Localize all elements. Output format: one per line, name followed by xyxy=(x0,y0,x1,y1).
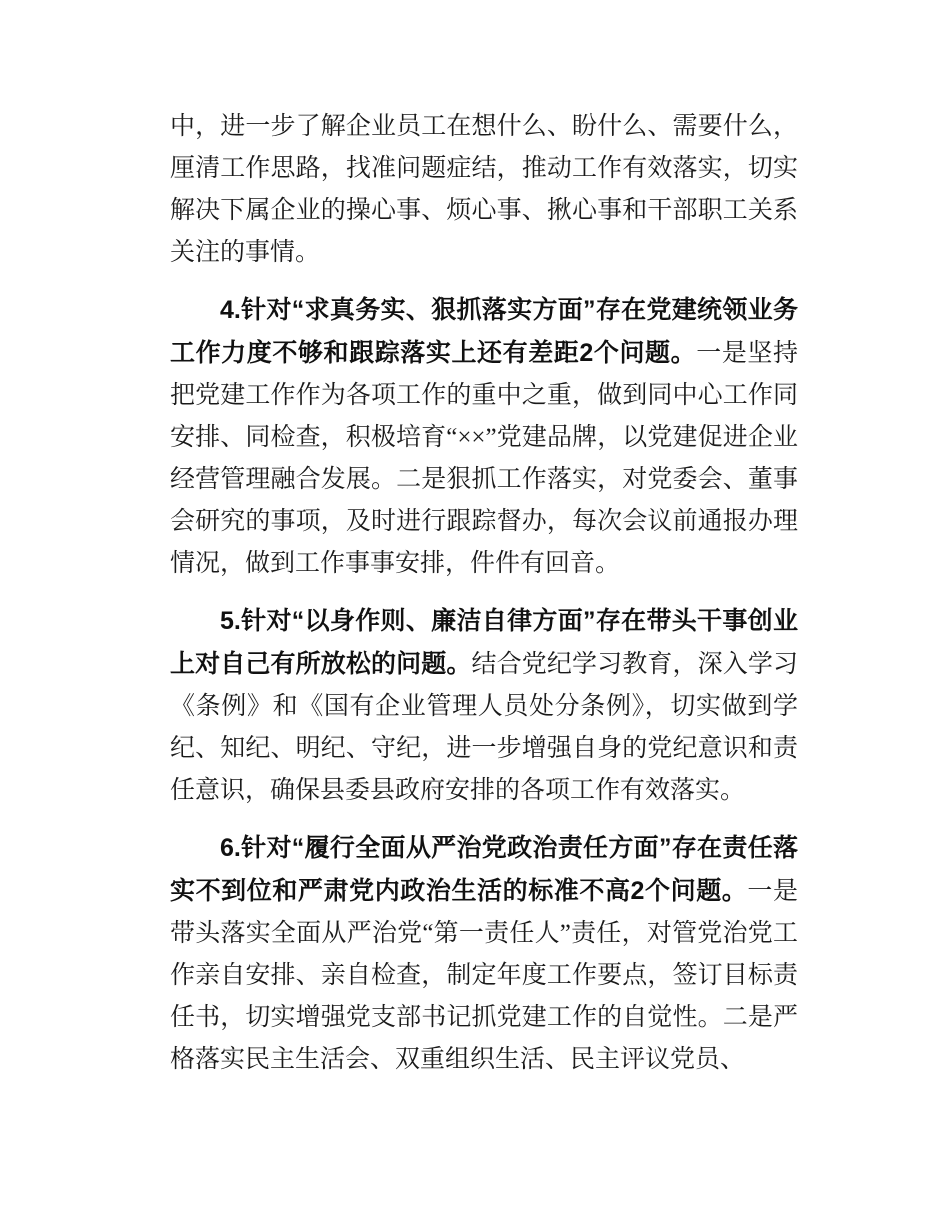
paragraph-item-5 xyxy=(170,600,798,812)
paragraph-lead: 4.针对“求真务实、狠抓落实方面”存在党建统领业务工作力度不够和跟踪落实上还有差距2个问题。 xyxy=(170,296,798,367)
paragraph-body: 结合党纪学习教育，深入学习《条例》和《国有企业管理人员处分条例》，切实做到学纪、知纪、明纪、守纪，进一步增强自身的党纪意识和责任意识，确保县委县政府安排的各项工作有效落实。 xyxy=(170,651,798,804)
paragraph-item-4 xyxy=(170,289,798,585)
paragraph-lead: 6.针对“履行全面从严治党政治责任方面”存在责任落实不到位和严肃党内政治生活的标准不高2个问题。 xyxy=(170,834,798,905)
paragraph-continuation xyxy=(170,106,798,274)
paragraph-body: 一是带头落实全面从严治党“第一责任人”责任，对管党治党工作亲自安排、亲自检查，制定年度工作要点，签订目标责任书，切实增强党支部书记抓党建工作的自觉性。二是严格落实民主生活会、双重组织生活、民主评议党员、 xyxy=(170,878,798,1073)
paragraph-body: 中，进一步了解企业员工在想什么、盼什么、需要什么，厘清工作思路，找准问题症结，推动工作有效落实，切实解决下属企业的操心事、烦心事、揪心事和干部职工关系关注的事情。 xyxy=(170,113,798,266)
paragraph-body: 一是坚持把党建工作作为各项工作的重中之重，做到同中心工作同安排、同检查，积极培育“××”党建品牌，以党建促进企业经营管理融合发展。二是狠抓工作落实，对党委会、董事会研究的事项，及时进行跟踪督办，每次会议前通报办理情况，做到工作事事安排，件件有回音。 xyxy=(170,340,798,577)
paragraph-item-6 xyxy=(170,827,798,1081)
paragraph-lead: 5.针对“以身作则、廉洁自律方面”存在带头干事创业上对自己有所放松的问题。 xyxy=(170,607,798,678)
